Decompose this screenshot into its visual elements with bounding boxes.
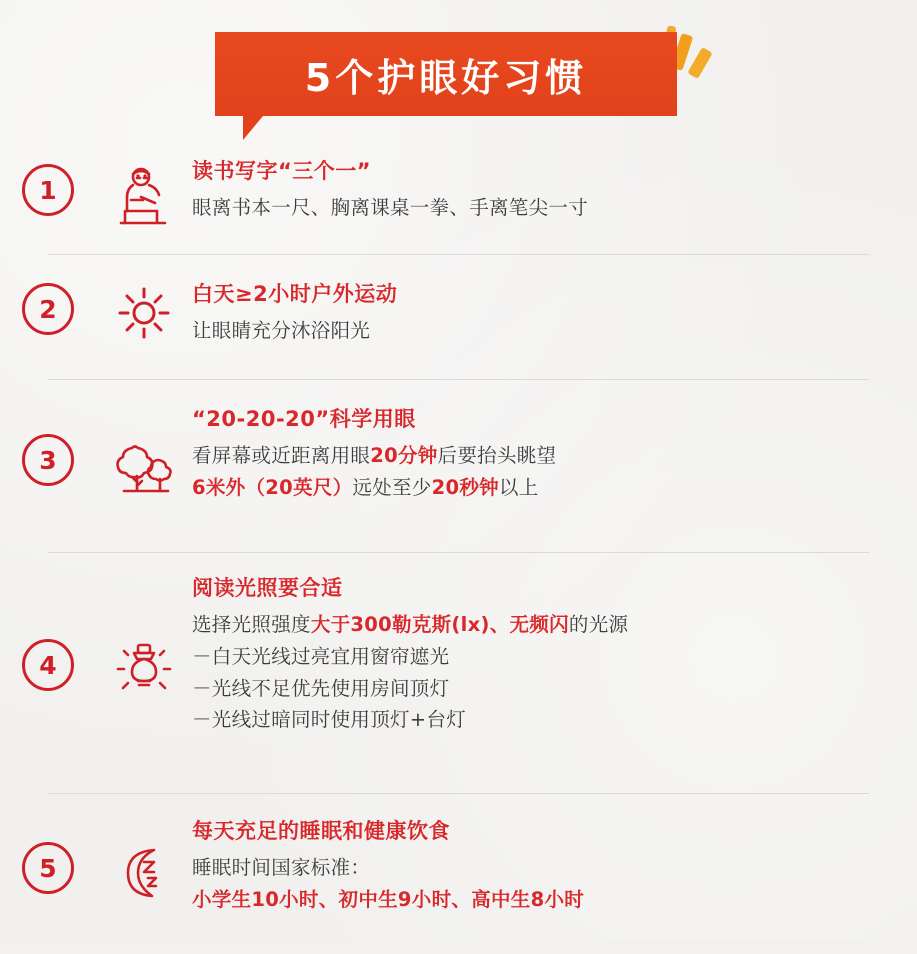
list-item xyxy=(0,140,917,254)
item-body-line-1: 睡眠时间国家标准： xyxy=(192,856,371,880)
item-bullet: －光线过暗同时使用顶灯+台灯 xyxy=(192,708,467,732)
item-number-2: 2 xyxy=(22,283,74,335)
text-plain: 的光源 xyxy=(568,613,629,637)
item-body-line: 眼离书本一尺、胸离课桌一拳、手离笔尖一寸 xyxy=(192,196,589,220)
moon-sleep-icon xyxy=(96,814,192,904)
list-item xyxy=(0,553,917,793)
text-plain: 看屏幕或近距离用眼 xyxy=(192,444,371,468)
item-text xyxy=(192,154,917,224)
item-number-5: 5 xyxy=(22,842,74,894)
item-text xyxy=(192,814,917,916)
item-heading: 白天≥2小时户外运动 xyxy=(192,282,398,306)
item-number-3: 3 xyxy=(22,434,74,486)
banner-block xyxy=(215,32,677,116)
child-reading-desk-icon xyxy=(96,154,192,230)
list-item xyxy=(0,794,917,954)
lightbulb-icon xyxy=(96,571,192,705)
item-number-badge xyxy=(0,402,96,486)
item-body-line: 让眼睛充分沐浴阳光 xyxy=(192,319,371,343)
item-bullet: －白天光线过亮宜用窗帘遮光 xyxy=(192,645,450,669)
item-text xyxy=(192,402,917,504)
sun-icon xyxy=(96,277,192,343)
item-heading: 每天充足的睡眠和健康饮食 xyxy=(192,819,450,843)
text-plain: 选择光照强度 xyxy=(192,613,311,637)
item-number-badge xyxy=(0,277,96,335)
item-number-4: 4 xyxy=(22,639,74,691)
text-highlight: 6米外（20英尺） xyxy=(192,476,353,500)
header-banner xyxy=(0,18,917,138)
text-highlight: 20秒钟 xyxy=(431,476,499,500)
item-number-badge xyxy=(0,154,96,216)
item-number-badge xyxy=(0,814,96,894)
item-body-line-1 xyxy=(192,609,877,641)
list-item xyxy=(0,380,917,552)
text-highlight: 大于300勒克斯(lx)、无频闪 xyxy=(310,613,569,637)
trees-icon xyxy=(96,402,192,498)
item-number-badge xyxy=(0,571,96,691)
item-body-line-2 xyxy=(192,472,877,504)
banner-tail-shape xyxy=(243,116,263,140)
spark-icon-medium xyxy=(687,47,712,79)
item-number-1: 1 xyxy=(22,164,74,216)
list-item xyxy=(0,255,917,379)
item-heading: 阅读光照要合适 xyxy=(192,576,343,600)
text-plain: 后要抬头眺望 xyxy=(437,444,557,468)
item-body-line-1 xyxy=(192,440,877,472)
habits-list xyxy=(0,140,917,954)
text-highlight: 20分钟 xyxy=(370,444,438,468)
text-plain: 以上 xyxy=(498,476,539,500)
text-plain: 远处至少 xyxy=(352,476,432,500)
item-text xyxy=(192,571,917,736)
item-text xyxy=(192,277,917,347)
item-heading: “20-20-20”科学用眼 xyxy=(192,407,416,431)
item-body-line-2: 小学生10小时、初中生9小时、高中生8小时 xyxy=(192,888,585,912)
item-bullet: －光线不足优先使用房间顶灯 xyxy=(192,676,450,700)
item-heading: 读书写字“三个一” xyxy=(192,159,372,183)
page-title: 5个护眼好习惯 xyxy=(304,55,588,100)
